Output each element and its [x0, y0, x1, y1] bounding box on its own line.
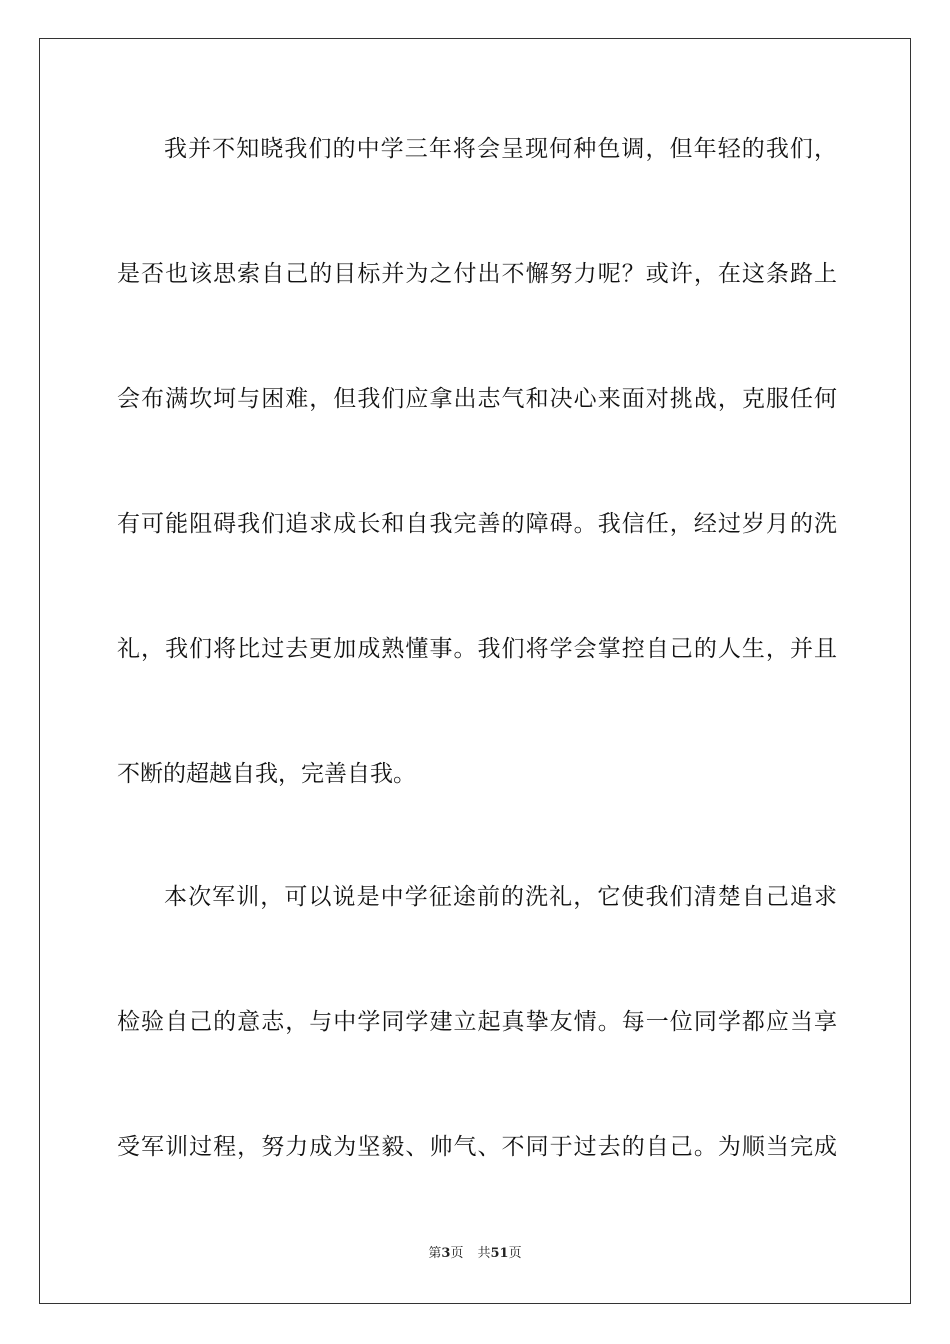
page-footer	[0, 1244, 950, 1264]
page-prefix: 第	[428, 1246, 442, 1261]
paragraph-1-line-4: 有可能阻碍我们追求成长和自我完善的障碍。我信任，经过岁月的洗	[117, 511, 837, 537]
paragraph-2-line-2: 检验自己的意志，与中学同学建立起真挚友情。每一位同学都应当享	[117, 1009, 837, 1035]
page-current: 3	[441, 1246, 451, 1261]
paragraph-2-line-1: 本次军训，可以说是中学征途前的洗礼，它使我们清楚自己追求	[164, 884, 837, 910]
total-prefix: 共	[477, 1246, 491, 1261]
paragraph-1-line-6: 不断的超越自我，完善自我。	[117, 761, 416, 787]
page-border	[39, 38, 911, 1304]
paragraph-1-line-5: 礼，我们将比过去更加成熟懂事。我们将学会掌控自己的人生，并且	[117, 636, 837, 662]
paragraph-1-line-2: 是否也该思索自己的目标并为之付出不懈努力呢？或许，在这条路上	[117, 261, 837, 287]
paragraph-1-line-3: 会布满坎坷与困难，但我们应拿出志气和决心来面对挑战，克服任何	[117, 386, 837, 412]
page-total: 51	[490, 1246, 509, 1261]
total-suffix: 页	[508, 1246, 522, 1261]
paragraph-2-line-3: 受军训过程，努力成为坚毅、帅气、不同于过去的自己。为顺当完成	[117, 1134, 837, 1160]
page-suffix: 页	[450, 1246, 464, 1261]
paragraph-1-line-1: 我并不知晓我们的中学三年将会呈现何种色调，但年轻的我们，	[164, 136, 837, 162]
